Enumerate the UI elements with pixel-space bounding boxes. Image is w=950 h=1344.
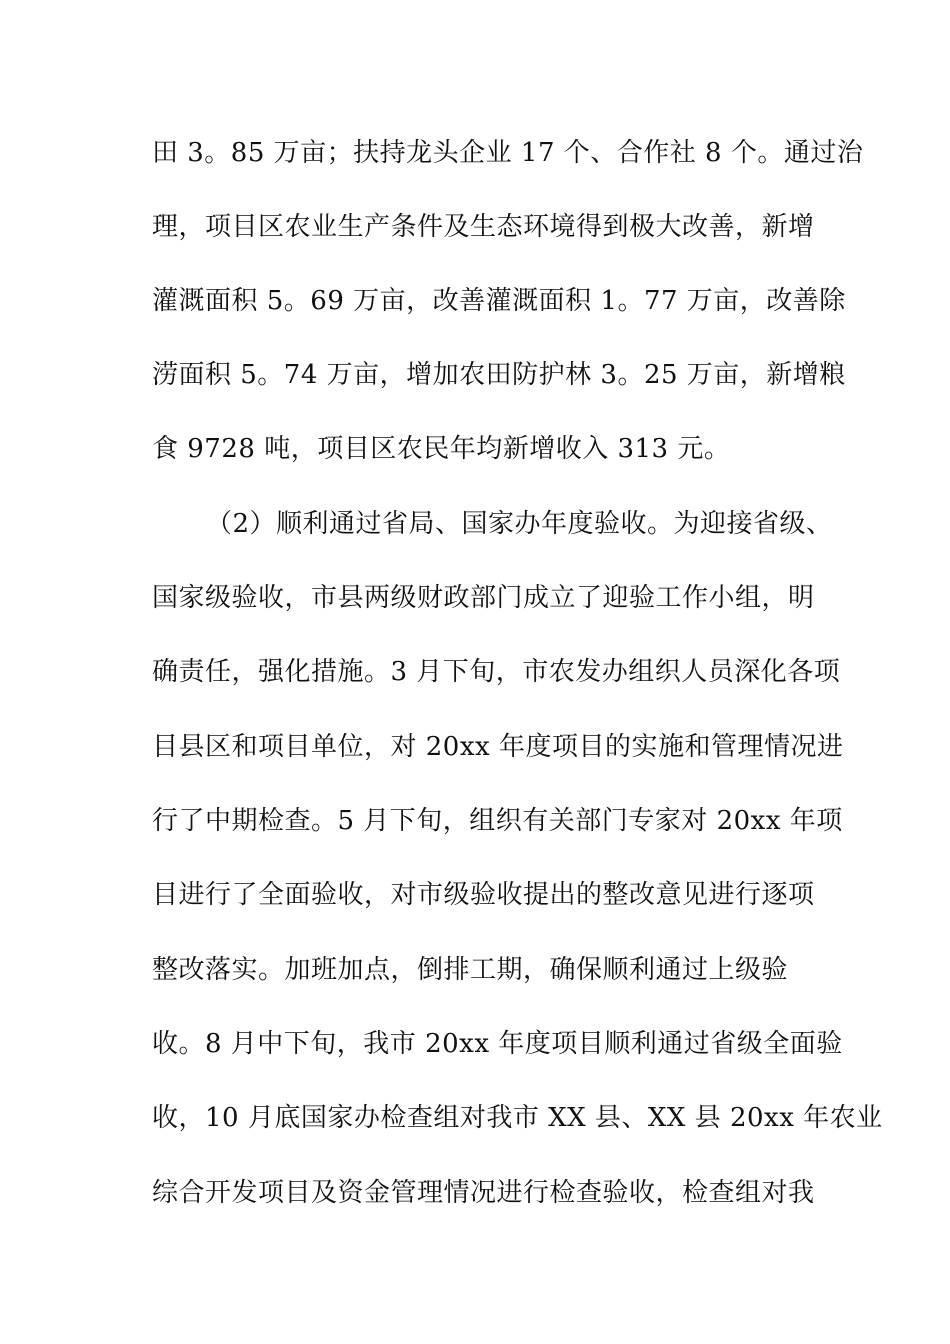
paragraph-line: 行了中期检查。5 月下旬，组织有关部门专家对 20xx 年项 [152, 806, 843, 836]
paragraph-line: 涝面积 5。74 万亩，增加农田防护林 3。25 万亩，新增粮 [152, 360, 846, 390]
paragraph-line: 目进行了全面验收，对市级验收提出的整改意见进行逐项 [152, 880, 815, 910]
paragraph-line: 收，10 月底国家办检查组对我市 XX 县、XX 县 20xx 年农业 [152, 1103, 883, 1133]
paragraph-line: 确责任，强化措施。3 月下旬，市农发办组织人员深化各项 [152, 657, 841, 687]
paragraph-line: 综合开发项目及资金管理情况进行检查验收，检查组对我 [152, 1178, 815, 1208]
paragraph-line: 国家级验收，市县两级财政部门成立了迎验工作小组，明 [152, 583, 815, 613]
paragraph-line: 理，项目区农业生产条件及生态环境得到极大改善，新增 [152, 212, 815, 242]
section-heading-line: （2）顺利通过省局、国家办年度验收。为迎接省级、 [206, 509, 833, 539]
paragraph-line: 灌溉面积 5。69 万亩，改善灌溉面积 1。77 万亩，改善除 [152, 286, 846, 316]
paragraph-line: 收。8 月中下旬，我市 20xx 年度项目顺利通过省级全面验 [152, 1029, 843, 1059]
paragraph-line: 整改落实。加班加点，倒排工期，确保顺利通过上级验 [152, 955, 789, 985]
paragraph-line: 食 9728 吨，项目区农民年均新增收入 313 元。 [152, 434, 731, 464]
paragraph-line: 目县区和项目单位，对 20xx 年度项目的实施和管理情况进 [152, 732, 844, 762]
paragraph-line: 田 3。85 万亩；扶持龙头企业 17 个、合作社 8 个。通过治 [152, 138, 864, 168]
